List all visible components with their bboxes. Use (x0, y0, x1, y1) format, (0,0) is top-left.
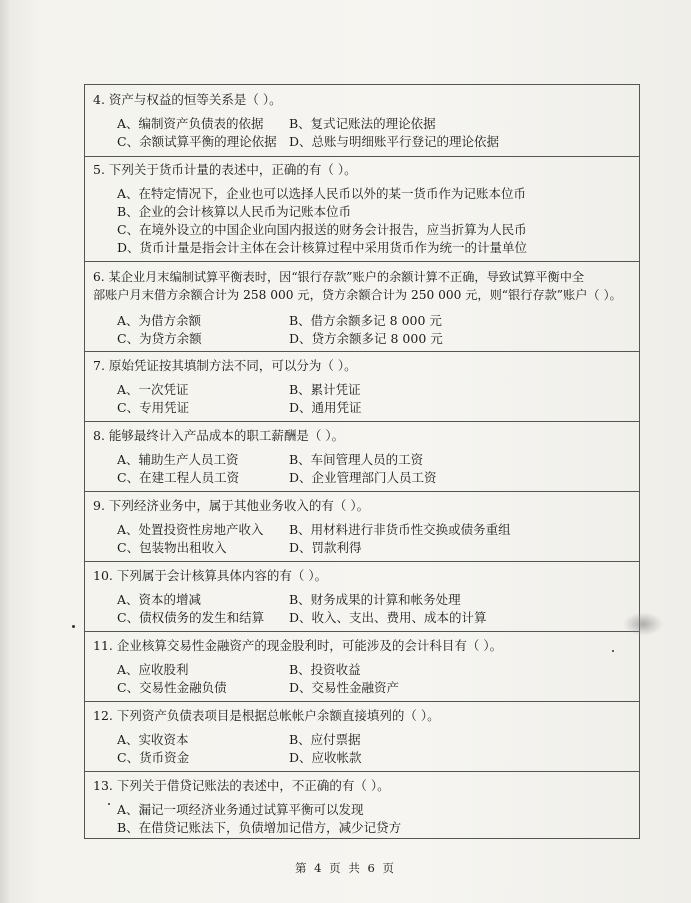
divider (84, 631, 640, 632)
question-5-option-d: D、货币计量是指会计主体在会计核算过程中采用货币作为统一的计量单位 (117, 240, 528, 255)
question-4-option-d: D、总账与明细账平行登记的理论依据 (289, 134, 500, 149)
scan-smudge (623, 612, 663, 636)
question-6-option-d: D、贷方余额多记 8 000 元 (289, 331, 443, 346)
question-7-option-b: B、累计凭证 (289, 382, 361, 397)
question-5-option-a: A、在特定情况下，企业也可以选择人民币以外的某一货币作为记账本位币 (117, 186, 527, 201)
question-12-option-b: B、应付票据 (289, 732, 361, 747)
question-6-option-a: A、为借方余额 (117, 313, 202, 328)
page-number-footer: 第 4 页 共 6 页 (295, 861, 396, 875)
question-11-option-d: D、交易性金融资产 (289, 680, 400, 695)
question-9-option-d: D、罚款利得 (289, 540, 362, 555)
question-11-stem: 11. 企业核算交易性金融资产的现金股利时，可能涉及的会计科目有（ ）。 (93, 638, 503, 653)
divider (84, 261, 640, 262)
question-12-option-c: C、货币资金 (117, 750, 190, 765)
question-10-option-a: A、资本的增减 (117, 592, 202, 607)
scan-speck (72, 625, 75, 628)
question-10-option-c: C、债权债务的发生和结算 (117, 610, 265, 625)
question-6-option-c: C、为贷方余额 (117, 331, 202, 346)
question-11-option-b: B、投资收益 (289, 662, 361, 677)
question-7-stem: 7. 原始凭证按其填制方法不同，可以分为（ ）。 (93, 358, 357, 373)
question-4-option-b: B、复式记账法的理论依据 (289, 116, 436, 131)
question-10-stem: 10. 下列属于会计核算具体内容的有（ ）。 (93, 568, 328, 583)
question-7-option-a: A、一次凭证 (117, 382, 189, 397)
question-6-stem-line2: 部账户月末借方余额合计为 258 000 元，贷方余额合计为 250 000 元，则“银行存款”账户（ ）。 (93, 288, 622, 302)
question-9-option-a: A、处置投资性房地产收入 (117, 522, 264, 537)
question-11-option-a: A、应收股利 (117, 662, 189, 677)
scan-speck (612, 650, 614, 652)
question-8-option-d: D、企业管理部门人员工资 (289, 470, 437, 485)
question-9-stem: 9. 下列经济业务中，属于其他业务收入的有（ ）。 (93, 498, 370, 513)
question-12-option-a: A、实收资本 (117, 732, 189, 747)
question-5-option-b: B、企业的会计核算以人民币为记账本位币 (117, 204, 352, 219)
question-6-stem-line1: 6. 某企业月末编制试算平衡表时，因“银行存款”账户的余额计算不正确，导致试算平衡中全 (93, 270, 585, 284)
divider (84, 771, 640, 772)
question-9-option-c: C、包装物出租收入 (117, 540, 227, 555)
question-11-option-c: C、交易性金融负债 (117, 680, 227, 695)
question-10-option-d: D、收入、支出、费用、成本的计算 (289, 610, 487, 625)
divider (84, 421, 640, 422)
question-12-option-d: D、应收帐款 (289, 750, 362, 765)
divider (84, 491, 640, 492)
question-10-option-b: B、财务成果的计算和帐务处理 (289, 592, 461, 607)
divider (84, 351, 640, 352)
question-12-stem: 12. 下列资产负债表项目是根据总帐帐户余额直接填列的（ ）。 (93, 708, 440, 723)
question-5-option-c: C、在境外设立的中国企业向国内报送的财务会计报告，应当折算为人民币 (117, 222, 527, 237)
question-9-option-b: B、用材料进行非货币性交换或债务重组 (289, 522, 511, 537)
divider (84, 561, 640, 562)
question-7-option-d: D、通用凭证 (289, 400, 362, 415)
scan-speck (108, 803, 110, 805)
question-8-option-a: A、辅助生产人员工资 (117, 452, 239, 467)
scan-edge-shadow (0, 0, 10, 903)
question-13-option-a: A、漏记一项经济业务通过试算平衡可以发现 (117, 802, 364, 817)
question-7-option-c: C、专用凭证 (117, 400, 190, 415)
question-8-option-c: C、在建工程人员工资 (117, 470, 240, 485)
question-13-option-b: B、在借贷记账法下，负债增加记借方，减少记贷方 (117, 820, 402, 835)
question-4-option-c: C、余额试算平衡的理论依据 (117, 134, 277, 149)
question-13-stem: 13. 下列关于借贷记账法的表述中，不正确的有（ ）。 (93, 778, 390, 793)
question-6-option-b: B、借方余额多记 8 000 元 (289, 313, 442, 328)
question-8-stem: 8. 能够最终计入产品成本的职工薪酬是（ ）。 (93, 428, 345, 443)
question-4-stem: 4. 资产与权益的恒等关系是（ ）。 (93, 92, 282, 107)
divider (84, 156, 640, 157)
divider (84, 701, 640, 702)
question-8-option-b: B、车间管理人员的工资 (289, 452, 424, 467)
question-4-option-a: A、编制资产负债表的依据 (117, 116, 264, 131)
question-5-stem: 5. 下列关于货币计量的表述中，正确的有（ ）。 (93, 162, 357, 177)
